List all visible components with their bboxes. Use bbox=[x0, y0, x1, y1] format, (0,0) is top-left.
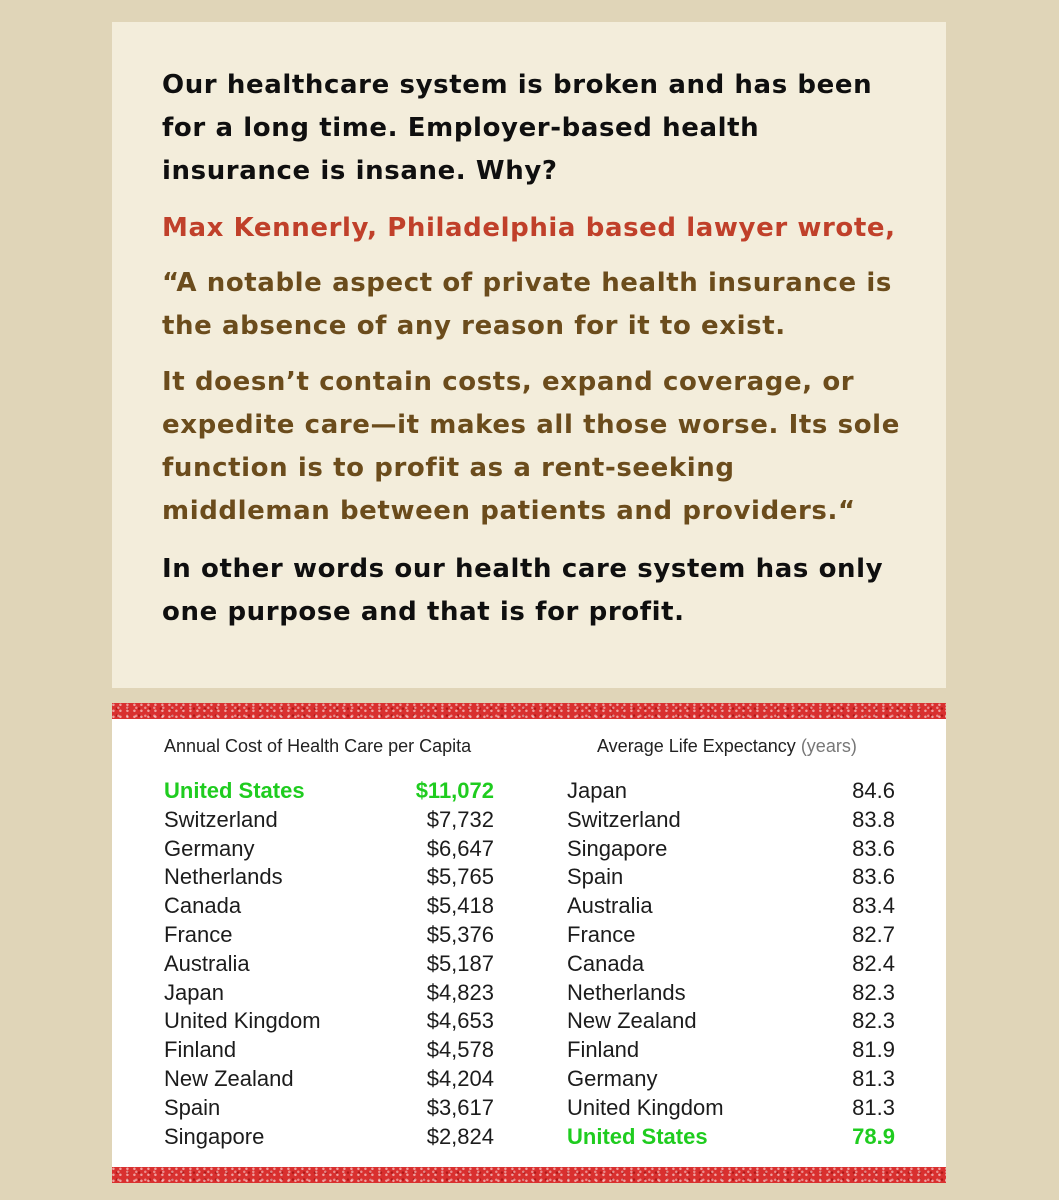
cost-row bbox=[164, 777, 494, 806]
cost-row bbox=[164, 1123, 494, 1152]
cost-value: $5,418 bbox=[426, 893, 494, 919]
life-value: 83.8 bbox=[852, 806, 895, 832]
life-expectancy-table bbox=[567, 733, 895, 1151]
quote-paragraph-2: It doesn’t contain costs, expand coverage, or expedite care—it makes all those worse. Its sole function is to profit as a rent-seeking middleman between patients and providers.“ bbox=[162, 367, 900, 526]
cost-table bbox=[164, 733, 494, 1151]
cost-row bbox=[164, 806, 494, 835]
life-value: 82.3 bbox=[852, 1008, 895, 1034]
cost-value: $4,204 bbox=[426, 1065, 494, 1091]
cost-row bbox=[164, 1065, 494, 1094]
cost-value: $2,824 bbox=[426, 1123, 494, 1149]
life-row bbox=[567, 892, 895, 921]
cost-value: $4,653 bbox=[426, 1008, 494, 1034]
life-country: Finland bbox=[567, 1037, 640, 1063]
cost-country: United States bbox=[164, 778, 305, 803]
top-red-border bbox=[112, 703, 946, 719]
cost-row bbox=[164, 921, 494, 950]
cost-country: United Kingdom bbox=[164, 1008, 321, 1034]
life-value: 81.3 bbox=[852, 1094, 895, 1120]
life-country: Canada bbox=[567, 950, 645, 976]
life-country: Singapore bbox=[567, 835, 668, 861]
cost-row bbox=[164, 950, 494, 979]
cost-row bbox=[164, 835, 494, 864]
cost-value: $5,376 bbox=[426, 921, 494, 947]
attribution-line: Max Kennerly, Philadelphia based lawyer wrote, bbox=[162, 213, 896, 243]
cost-row bbox=[164, 863, 494, 892]
life-value: 81.9 bbox=[852, 1037, 895, 1063]
cost-value: $7,732 bbox=[426, 806, 494, 832]
life-value: 83.6 bbox=[852, 835, 895, 861]
cost-row bbox=[164, 1036, 494, 1065]
cost-country: Australia bbox=[164, 950, 250, 976]
cost-country: Canada bbox=[164, 893, 242, 919]
life-row bbox=[567, 1094, 895, 1123]
life-value: 83.6 bbox=[852, 864, 895, 890]
life-row bbox=[567, 835, 895, 864]
cost-value: $4,823 bbox=[426, 979, 494, 1005]
life-value: 82.3 bbox=[852, 979, 895, 1005]
cost-table-rows bbox=[164, 777, 494, 1151]
cost-value: $5,765 bbox=[426, 864, 494, 890]
life-country: Spain bbox=[567, 864, 624, 890]
cost-country: New Zealand bbox=[164, 1065, 294, 1091]
cost-row bbox=[164, 979, 494, 1008]
cost-value: $4,578 bbox=[426, 1037, 494, 1063]
life-row bbox=[567, 1065, 895, 1094]
life-row bbox=[567, 1036, 895, 1065]
text-card bbox=[112, 22, 946, 688]
cost-country: Finland bbox=[164, 1037, 237, 1063]
cost-country: Switzerland bbox=[164, 806, 278, 832]
life-value: 84.6 bbox=[852, 778, 895, 803]
cost-value: $6,647 bbox=[426, 835, 494, 861]
life-country: Netherlands bbox=[567, 979, 686, 1005]
life-country: Switzerland bbox=[567, 806, 681, 832]
intro-paragraph: Our healthcare system is broken and has been for a long time. Employer-based health insurance is insane. Why? bbox=[162, 70, 873, 186]
life-row bbox=[567, 921, 895, 950]
comparison-table-card bbox=[112, 703, 946, 1183]
life-value: 82.7 bbox=[852, 921, 895, 947]
cost-country: Japan bbox=[164, 979, 224, 1005]
life-row bbox=[567, 777, 895, 806]
cost-row bbox=[164, 1007, 494, 1036]
cost-table-title bbox=[164, 733, 494, 759]
life-table-rows bbox=[567, 777, 895, 1151]
bottom-red-border bbox=[112, 1167, 946, 1183]
life-row bbox=[567, 1123, 895, 1152]
life-country: United Kingdom bbox=[567, 1094, 724, 1120]
cost-country: Singapore bbox=[164, 1123, 265, 1149]
life-table-title-text: Average Life Expectancy bbox=[597, 736, 796, 756]
cost-row bbox=[164, 1094, 494, 1123]
quote-paragraph-1: “A notable aspect of private health insurance is the absence of any reason for it to exist. bbox=[162, 268, 892, 341]
life-country: Germany bbox=[567, 1065, 658, 1091]
cost-country: Germany bbox=[164, 835, 255, 861]
cost-value: $3,617 bbox=[426, 1094, 494, 1120]
life-country: France bbox=[567, 921, 636, 947]
cost-value: $5,187 bbox=[426, 950, 494, 976]
life-country: Japan bbox=[567, 778, 627, 803]
life-value: 78.9 bbox=[852, 1123, 895, 1149]
cost-table-title-text: Annual Cost of Health Care per Capita bbox=[164, 736, 472, 756]
life-table-title bbox=[567, 733, 895, 759]
life-row bbox=[567, 950, 895, 979]
life-value: 83.4 bbox=[852, 893, 895, 919]
life-value: 82.4 bbox=[852, 950, 895, 976]
life-country: New Zealand bbox=[567, 1008, 697, 1034]
life-country: United States bbox=[567, 1123, 708, 1149]
life-country: Australia bbox=[567, 893, 653, 919]
life-row bbox=[567, 806, 895, 835]
cost-country: Spain bbox=[164, 1094, 221, 1120]
life-row bbox=[567, 979, 895, 1008]
cost-row bbox=[164, 892, 494, 921]
life-row bbox=[567, 863, 895, 892]
cost-country: France bbox=[164, 921, 233, 947]
life-value: 81.3 bbox=[852, 1065, 895, 1091]
cost-country: Netherlands bbox=[164, 864, 283, 890]
cost-value: $11,072 bbox=[415, 778, 494, 803]
life-table-unit: (years) bbox=[800, 736, 857, 756]
conclusion-paragraph: In other words our health care system has only one purpose and that is for profit. bbox=[162, 554, 884, 627]
life-row bbox=[567, 1007, 895, 1036]
